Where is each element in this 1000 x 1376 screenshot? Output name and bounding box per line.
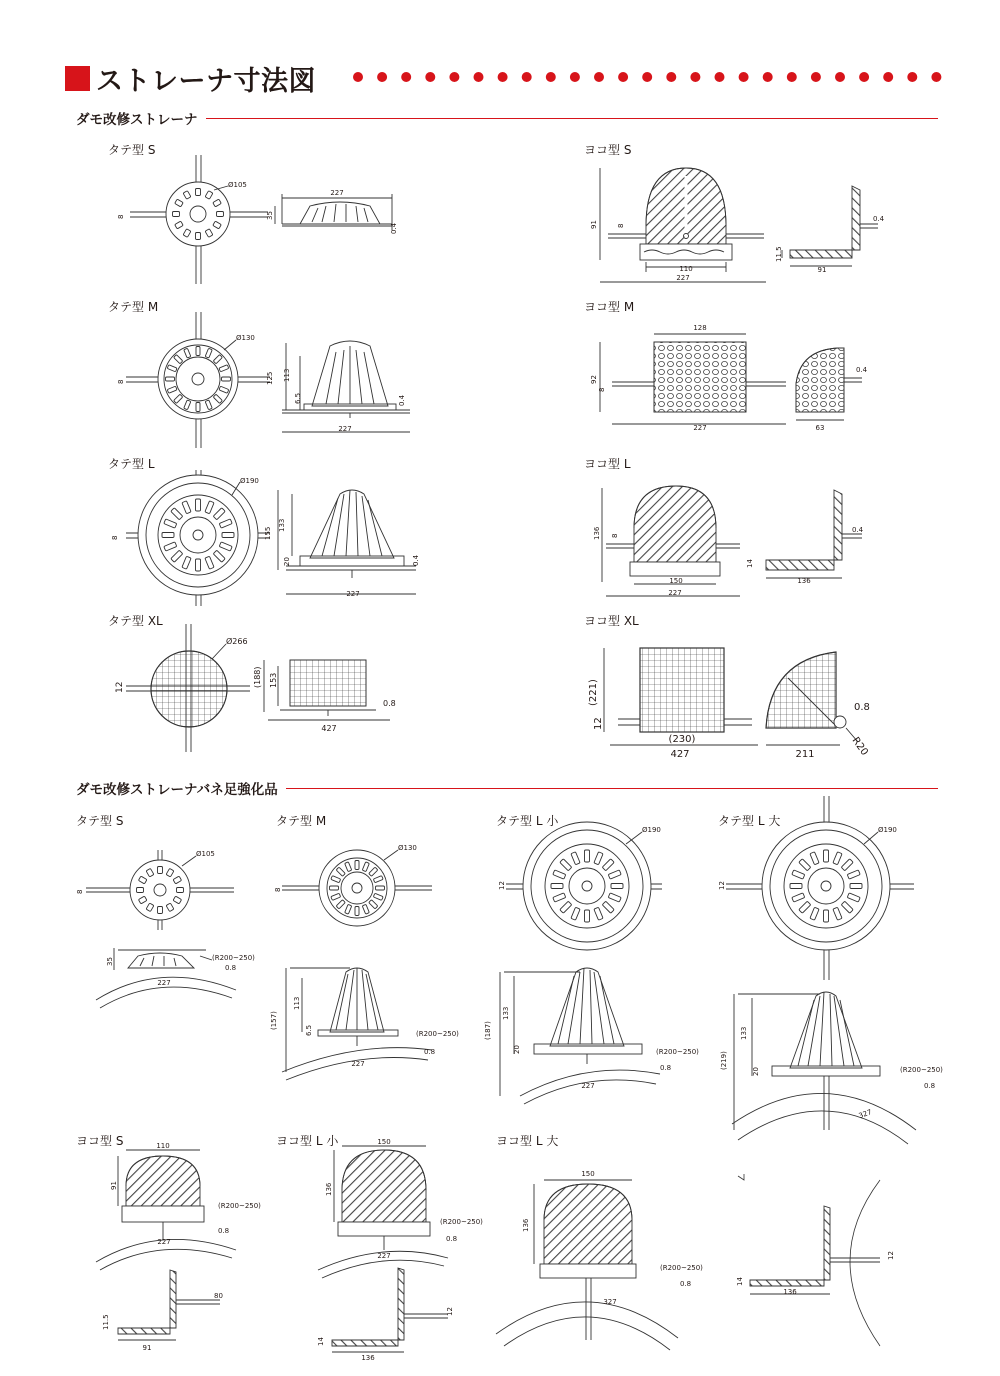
- dim: 133: [740, 1026, 748, 1040]
- dim: 227: [157, 979, 171, 987]
- dim: (187): [484, 1021, 492, 1040]
- s1-yoko-l-side: [766, 490, 862, 578]
- s1-yoko-xl-side: [766, 652, 858, 745]
- dim: 227: [581, 1082, 595, 1090]
- dim: Ø130: [236, 334, 255, 342]
- s1-tate-m-side: [282, 341, 410, 432]
- dim: (R200~250): [212, 954, 255, 962]
- dim: 227: [330, 189, 344, 197]
- dim: 113: [283, 368, 291, 382]
- dim: 35: [106, 957, 114, 966]
- dim: Ø130: [398, 844, 417, 852]
- dim: 227: [377, 1252, 391, 1260]
- s1-yoko-s-side: [782, 186, 878, 266]
- dim: 0.8: [446, 1235, 458, 1243]
- dim: 0.8: [225, 964, 237, 972]
- dim: 14: [317, 1337, 325, 1346]
- s1-label-yoko-s: ヨコ型 S: [584, 143, 632, 157]
- dim: 12: [115, 681, 125, 693]
- dim: 0.4: [398, 394, 406, 406]
- dim: 0.4: [852, 526, 864, 534]
- dim: 0.8: [383, 699, 396, 708]
- s1-label-yoko-l: ヨコ型 L: [584, 457, 631, 471]
- dim: 136: [325, 1182, 333, 1196]
- dim: 136: [783, 1288, 797, 1296]
- dim: 0.8: [924, 1082, 936, 1090]
- dim: 155: [264, 526, 272, 540]
- s1-label-tate-m: タテ型 M: [108, 300, 159, 314]
- dim: Ø190: [240, 477, 259, 485]
- s2-label-yoko-l-small: ヨコ型 L 小: [276, 1134, 339, 1148]
- dim: 12: [593, 717, 604, 730]
- dim: 0.4: [856, 366, 868, 374]
- dim: 35: [266, 211, 274, 220]
- s1-label-tate-s: タテ型 S: [108, 143, 156, 157]
- s1-label-yoko-m: ヨコ型 M: [584, 300, 635, 314]
- s1-tate-l-side: [278, 490, 416, 594]
- dim: 0.8: [660, 1064, 672, 1072]
- dim: 113: [293, 996, 301, 1010]
- dim: 14: [736, 1277, 744, 1286]
- s2-yoko-l-small: [318, 1146, 448, 1352]
- dim: 8: [76, 889, 84, 894]
- dim: 0.4: [873, 215, 885, 223]
- dim: 136: [593, 526, 601, 540]
- section2-drawings: [0, 780, 1000, 1376]
- dim: 6.5: [305, 1024, 313, 1036]
- dim: 133: [502, 1006, 510, 1020]
- s2-label-tate-m: タテ型 M: [276, 814, 327, 828]
- dim: 0.4: [390, 222, 398, 234]
- dim: (188): [253, 666, 262, 688]
- dim: 110: [156, 1142, 170, 1150]
- s2-label-yoko-l-large: ヨコ型 L 大: [496, 1134, 559, 1148]
- dim: 20: [752, 1067, 760, 1076]
- dim: (230): [668, 734, 696, 745]
- dim: (R200~250): [656, 1048, 699, 1056]
- dim: 0.8: [218, 1227, 230, 1235]
- dim: 14: [746, 559, 754, 568]
- dim: 12: [887, 1251, 895, 1260]
- dim: 327: [603, 1298, 617, 1306]
- dim: 91: [817, 266, 827, 274]
- dim: 227: [351, 1060, 365, 1068]
- dim: 136: [522, 1218, 530, 1232]
- s2-tate-m: [282, 850, 432, 1080]
- s1-tate-xl-side: [264, 660, 390, 720]
- dim: Ø190: [642, 826, 661, 834]
- dim: (R200~250): [218, 1202, 261, 1210]
- dim: 227: [157, 1238, 171, 1246]
- s2-tate-l-large: [726, 796, 916, 1144]
- s1-tate-m-plan: [126, 312, 270, 448]
- dim: 427: [321, 724, 337, 733]
- dim: Ø105: [196, 850, 215, 858]
- dim: 227: [338, 425, 352, 433]
- dim: 8: [274, 887, 282, 892]
- dim: 0.8: [854, 702, 870, 713]
- dim: 6.5: [294, 392, 302, 404]
- dim: 91: [142, 1344, 152, 1352]
- dim: (R200~250): [660, 1264, 703, 1272]
- s1-tate-s-plan: [130, 155, 268, 284]
- s1-yoko-m-front: [600, 334, 786, 424]
- dim: 80: [214, 1292, 223, 1300]
- dim: 8: [617, 223, 625, 228]
- page-title-text: ストレーナ寸法図: [96, 65, 316, 97]
- dim: 12: [498, 881, 506, 890]
- s1-tate-l-plan: [126, 470, 270, 606]
- dim: 12: [718, 881, 726, 890]
- section1-title: ダモ改修ストレーナ: [76, 112, 198, 128]
- s2-label-tate-s: タテ型 S: [76, 814, 124, 828]
- dim: 12: [446, 1307, 454, 1316]
- dim: (R200~250): [416, 1030, 459, 1038]
- dim: 20: [283, 557, 291, 566]
- s1-yoko-m-side: [796, 348, 862, 420]
- s1-label-yoko-xl: ヨコ型 XL: [584, 614, 639, 628]
- dim: 8: [117, 214, 125, 219]
- dim: 227: [346, 590, 360, 598]
- dim: 153: [269, 672, 278, 688]
- s2-yoko-l-large-side: [738, 1174, 880, 1346]
- dim: 427: [670, 749, 690, 760]
- dim: (219): [720, 1051, 728, 1070]
- dim: (R200~250): [900, 1066, 943, 1074]
- dim: (221): [588, 679, 599, 706]
- s1-label-tate-xl: タテ型 XL: [108, 614, 163, 628]
- dim: Ø266: [226, 637, 248, 646]
- dim: 8: [598, 387, 606, 392]
- dim: 11.5: [102, 1314, 110, 1330]
- dim: 110: [679, 265, 693, 273]
- dim: 91: [590, 220, 598, 229]
- s2-tate-l-small: [500, 822, 662, 1104]
- dim: 136: [361, 1354, 375, 1362]
- s2-label-tate-l-large: タテ型 L 大: [718, 814, 781, 828]
- dim: 11.5: [775, 246, 783, 262]
- s1-tate-s-side: [275, 194, 392, 230]
- dim: (R200~250): [440, 1218, 483, 1226]
- dim: 136: [797, 577, 811, 585]
- dim: 8: [611, 533, 619, 538]
- dim: 92: [590, 375, 598, 384]
- dim: Ø190: [878, 826, 897, 834]
- dim: 0.4: [412, 554, 420, 566]
- s2-yoko-l-large: [496, 1180, 678, 1350]
- dim: 227: [668, 589, 682, 597]
- s1-yoko-xl-front: [604, 648, 758, 745]
- dim: (157): [270, 1011, 278, 1030]
- dim: 150: [377, 1138, 391, 1146]
- dim: 91: [110, 1181, 118, 1190]
- dim: 20: [513, 1045, 521, 1054]
- dim: 227: [693, 424, 707, 432]
- dim: 128: [693, 324, 707, 332]
- section2-title: ダモ改修ストレーナバネ足強化品: [76, 782, 278, 798]
- dim: 0.8: [424, 1048, 436, 1056]
- dim: 150: [581, 1170, 595, 1178]
- dim: 211: [795, 749, 815, 760]
- dim: 8: [117, 379, 125, 384]
- dim: Ø105: [228, 181, 247, 189]
- dim: 227: [676, 274, 690, 282]
- dim: R20: [849, 735, 870, 758]
- s1-label-tate-l: タテ型 L: [108, 457, 155, 471]
- dim: 150: [669, 577, 683, 585]
- s2-label-yoko-s: ヨコ型 S: [76, 1134, 124, 1148]
- dim: 133: [278, 518, 286, 532]
- dim: 125: [266, 371, 274, 385]
- dim: 63: [815, 424, 825, 432]
- s2-label-tate-l-small: タテ型 L 小: [496, 814, 559, 828]
- dim: 0.8: [680, 1280, 692, 1288]
- dim: 8: [111, 535, 119, 540]
- dim: 327: [857, 1108, 873, 1121]
